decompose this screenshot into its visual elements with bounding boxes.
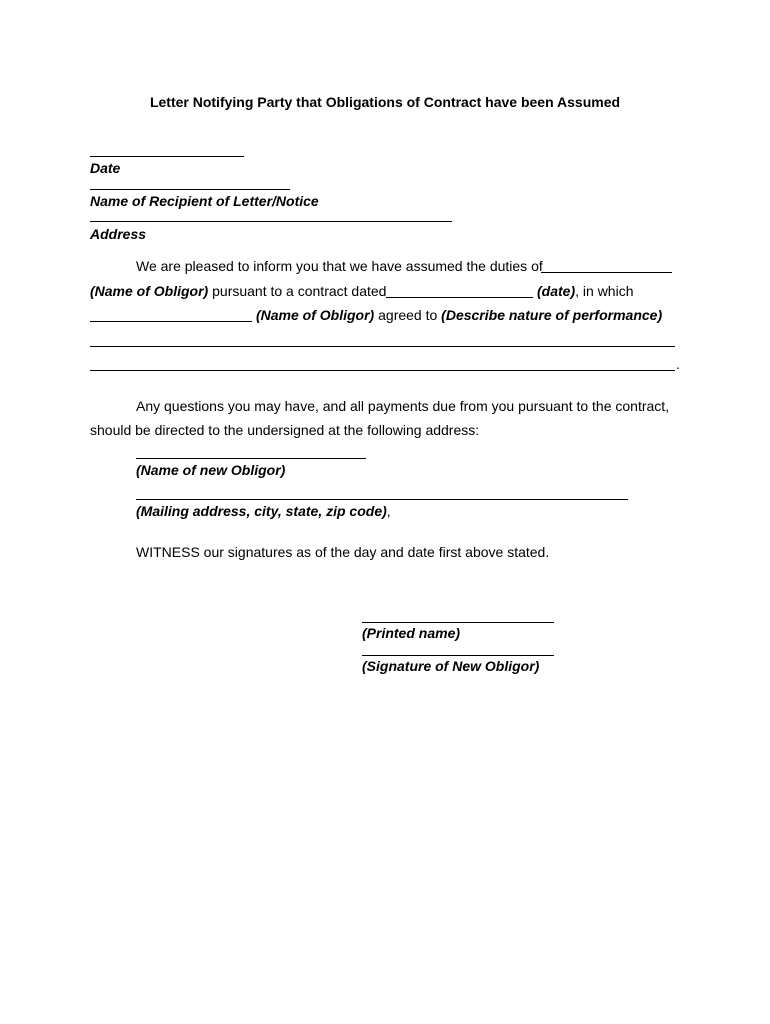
para1-line3-text: agreed to	[374, 307, 442, 323]
recipient-label: Name of Recipient of Letter/Notice	[90, 193, 319, 209]
para1-line2-text: pursuant to a contract dated	[208, 283, 387, 299]
witness-statement: WITNESS our signatures as of the day and date first above stated.	[136, 544, 550, 560]
performance-blank-line-2[interactable]	[90, 370, 675, 371]
assumed-duties-blank-line[interactable]	[541, 272, 672, 273]
para1-line2-date	[537, 283, 633, 299]
date-inline-label: (date)	[537, 283, 576, 299]
performance-label: (Describe nature of performance)	[441, 307, 663, 323]
para1-line2	[90, 283, 386, 299]
printed-name-blank-line[interactable]	[362, 622, 554, 623]
mailing-address-tail: ,	[386, 503, 391, 519]
date-blank-line[interactable]	[90, 156, 244, 157]
mailing-address-blank-line[interactable]	[136, 499, 628, 500]
new-obligor-name-blank-line[interactable]	[136, 458, 366, 459]
performance-period: .	[676, 356, 680, 372]
signature-label: (Signature of New Obligor)	[362, 658, 540, 674]
document-title: Letter Notifying Party that Obligations of Contract have been Assumed	[149, 94, 621, 110]
performance-blank-line-1[interactable]	[90, 346, 675, 347]
signature-blank-line[interactable]	[362, 655, 554, 656]
recipient-blank-line[interactable]	[90, 189, 290, 190]
contract-date-blank-line[interactable]	[386, 297, 533, 298]
mailing-address-row	[136, 503, 391, 519]
para1-line3	[256, 307, 662, 323]
obligor-name-blank-line[interactable]	[90, 321, 252, 322]
para1-line1-text: We are pleased to inform you that we have assumed the duties of	[136, 258, 543, 274]
mailing-address-label: (Mailing address, city, state, zip code)	[136, 503, 387, 519]
obligor-label-1: (Name of Obligor)	[90, 283, 209, 299]
para2-line1: Any questions you may have, and all payments due from you pursuant to the contract,	[136, 398, 670, 414]
obligor-label-2: (Name of Obligor)	[256, 307, 375, 323]
date-label: Date	[90, 160, 121, 176]
new-obligor-name-label: (Name of new Obligor)	[136, 462, 286, 478]
printed-name-label: (Printed name)	[362, 625, 461, 641]
para1-line2-tail: , in which	[575, 283, 634, 299]
para2-line2: should be directed to the undersigned at the following address:	[90, 422, 480, 438]
address-blank-line[interactable]	[90, 221, 452, 222]
address-label: Address	[90, 226, 147, 242]
